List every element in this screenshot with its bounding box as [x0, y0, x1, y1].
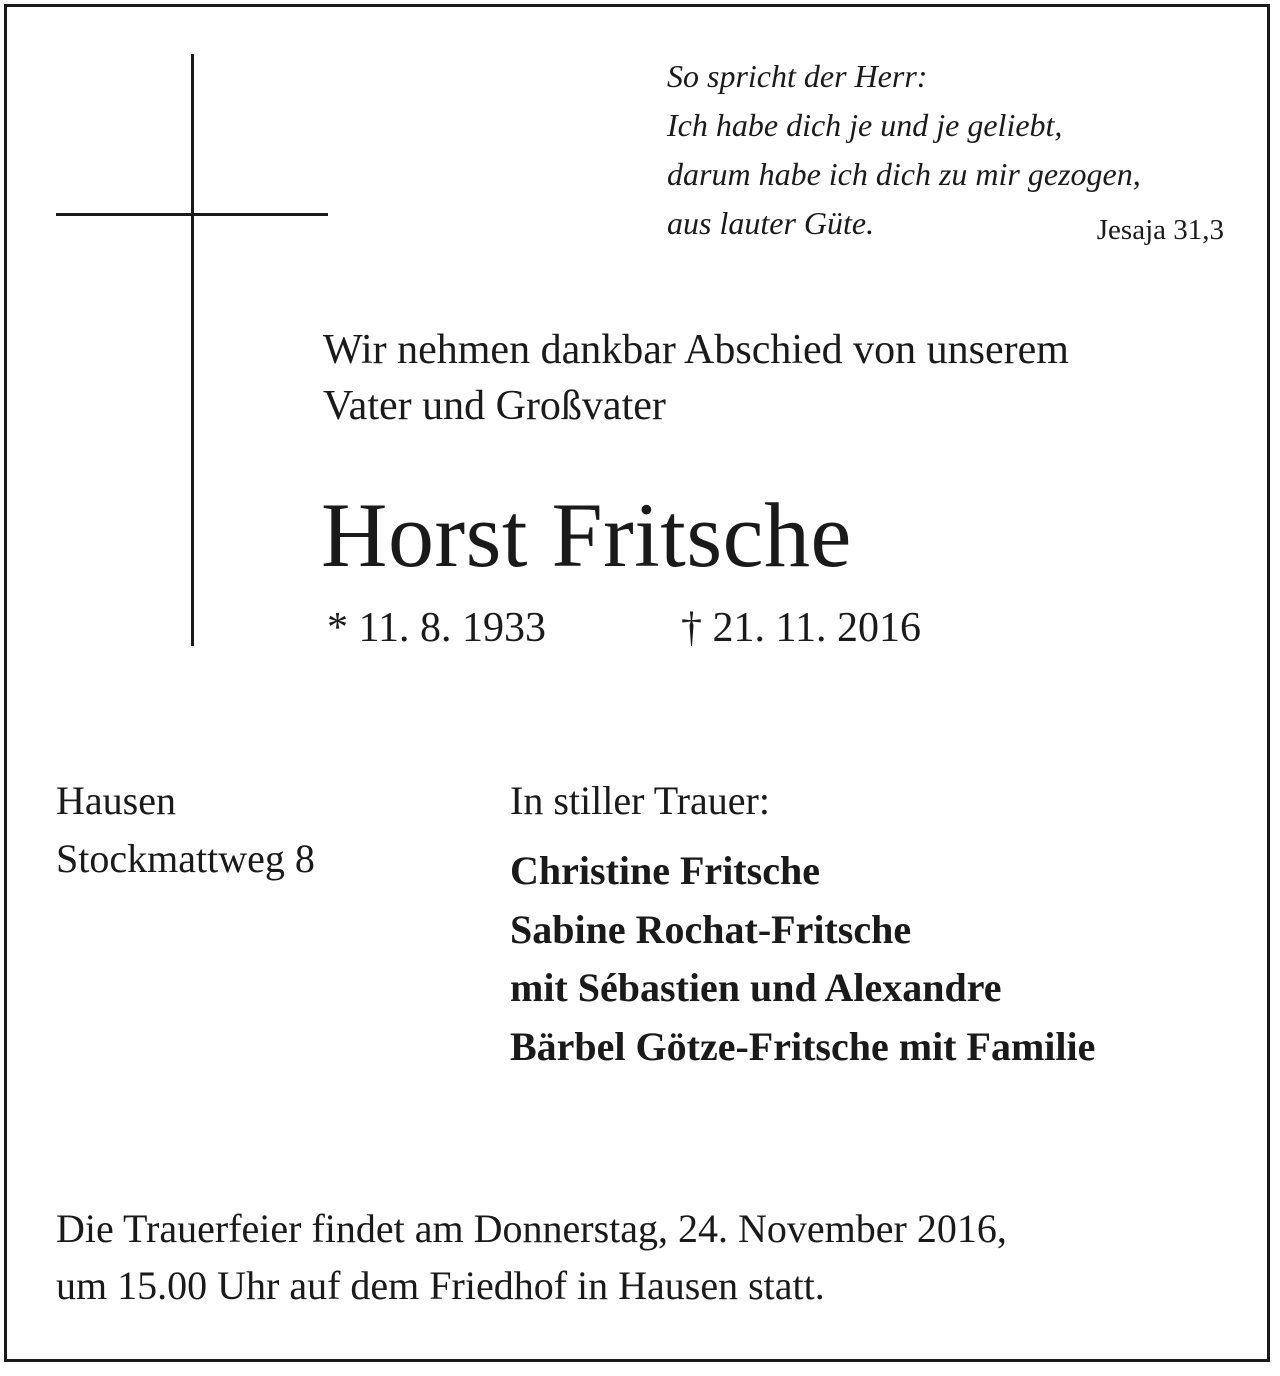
- mourner-name: mit Sébastien und Alexandre: [510, 965, 1002, 1010]
- verse-line: darum habe ich dich zu mir gezogen,: [667, 156, 1141, 192]
- verse-line: So spricht der Herr:: [667, 58, 928, 94]
- address-line: Stockmattweg 8: [56, 836, 315, 881]
- verse-line: aus lauter Güte.: [667, 205, 875, 241]
- cross-icon-horizontal-bar: [56, 213, 328, 216]
- address-block: [56, 772, 315, 888]
- farewell-intro: [323, 322, 1069, 434]
- cross-icon-vertical-bar: [191, 54, 194, 646]
- mourning-heading: In stiller Trauer:: [510, 778, 770, 823]
- deceased-name: Horst Fritsche: [321, 484, 852, 586]
- service-line: um 15.00 Uhr auf dem Friedhof in Hausen statt.: [56, 1263, 825, 1308]
- mourner-name: Sabine Rochat-Fritsche: [510, 906, 912, 952]
- death-date: † 21. 11. 2016: [681, 605, 921, 651]
- address-line: Hausen: [56, 778, 176, 823]
- mourner-name: Christine Fritsche: [510, 848, 820, 893]
- verse-reference: Jesaja 31,3: [1096, 214, 1224, 246]
- mourner-name: Bärbel Götze-Fritsche mit Familie: [510, 1023, 1096, 1069]
- intro-line: Wir nehmen dankbar Abschied von unserem: [323, 327, 1069, 373]
- mourners-list: [510, 842, 1095, 1076]
- verse-line: Ich habe dich je und je geliebt,: [667, 107, 1063, 143]
- service-line: Die Trauerfeier findet am Donnerstag, 24. November 2016,: [56, 1206, 1007, 1251]
- funeral-service-info: [56, 1200, 1007, 1314]
- intro-line: Vater und Großvater: [323, 383, 666, 429]
- birth-date: * 11. 8. 1933: [327, 605, 546, 651]
